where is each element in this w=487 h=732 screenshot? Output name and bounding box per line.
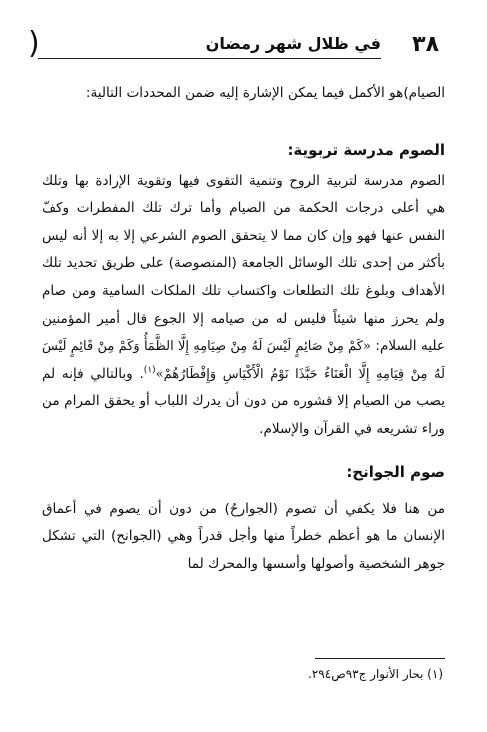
page-header [28, 26, 445, 64]
section1-conclusion: وبالتالي فإنه لم يصب من الصيام إلا قشوره من دون أن يدرك اللباب أو يحقق المرام من وراء تشريعه في القرآن والإسلام. [42, 365, 445, 437]
section-heading-inner-fasting: صوم الجوانح: [346, 462, 445, 481]
section1-paragraph: الصوم مدرسة لتربية الروح وتنمية التقوى فيها وتقوية الإرادة بها وتلك هي أعلى درجات الحكمة من الصيام وأما ترك تلك المفطرات وكفّ النفس عنها فهو وإن كان مما لا يتحقق الصوم الشرعي إلا به إلا أنه ليس بأكثر من إحدى تلك الوسائل الجامعة (المنصوصة) على طريق تحديد تلك الأهداف وبلوغ تلك التطلعات واكتساب تلك الملكات السامية ومن صام ولم يحرز منها شيئاً فليس له من صيامه إلا الجوع قال أمير المؤمنين عليه السلام: «كَمْ مِنْ صَائِمٍ لَيْسَ لَهُ مِنْ صِيَامِهِ إِلَّا الظَّمَأُ وَكَمْ مِنْ قَائِمٍ لَيْسَ لَهُ مِنْ قِيَامِهِ إِلَّا الْعَنَاءُ حَبَّذَا نَوْمُ الْأَكْيَاسِ وَإِفْطَارُهُمْ»$^{(١)}$. وبالتالي فإنه لم يصب من الصيام إلا قشوره من دون أن يدرك اللباب أو يحقق المرام من وراء تشريعه في القرآن والإسلام. [42, 172, 446, 437]
footnote-marker: (١) [143, 365, 156, 376]
hadith-quote: «كَمْ مِنْ صَائِمٍ لَيْسَ لَهُ مِنْ صِيَامِهِ إِلَّا الظَّمَأُ وَكَمْ مِنْ قَائِمٍ لَيْسَ لَهُ مِنْ قِيَامِهِ إِلَّا الْعَنَاءُ حَبَّذَا نَوْمُ الْأَكْيَاسِ وَإِفْطَارُهُمْ» [42, 339, 445, 382]
page-content [42, 80, 445, 578]
intro-paragraph: الصيام)هو الأكمل فيما يمكن الإشارة إليه ضمن المحددات التالية: [85, 85, 445, 101]
footnote: (١) بحار الأنوار ج٩٣ص٢٩٤. [308, 667, 443, 681]
header-rule [38, 58, 381, 59]
section-heading-educational-school: الصوم مدرسة تربوية: [287, 140, 445, 159]
section1-text: الصوم مدرسة لتربية الروح وتنمية التقوى فيها وتقوية الإرادة بها وتلك هي أعلى درجات الحكمة من الصيام وأما ترك تلك المفطرات وكفّ النفس عنها فهو وإن كان مما لا يتحقق الصوم الشرعي إلا به إلا أنه ليس بأكثر من إحدى تلك الوسائل الجامعة (المنصوصة) على طريق تحديد تلك الأهداف وبلوغ تلك التطلعات واكتساب تلك الملكات السامية ومن صام ولم يحرز منها شيئاً فليس له من صيامه إلا الجوع قال أمير المؤمنين عليه السلام: [42, 172, 446, 355]
page-number: ٣٨ [412, 32, 439, 57]
section2-paragraph: من هنا فلا يكفي أن تصوم (الجوارحُ) من دون أن يصوم في أعماق الإنسان ما هو أعظم خطراً منها وأجل قدراً وهي (الجوانح) التي تشكل جوهر الشخصية وأصولها وأسسها والمحرك لما [42, 500, 445, 572]
footnote-rule [315, 658, 445, 659]
running-title: في ظلال شهر رمضان [205, 34, 381, 53]
header-decorative-paren: ( [28, 26, 40, 61]
